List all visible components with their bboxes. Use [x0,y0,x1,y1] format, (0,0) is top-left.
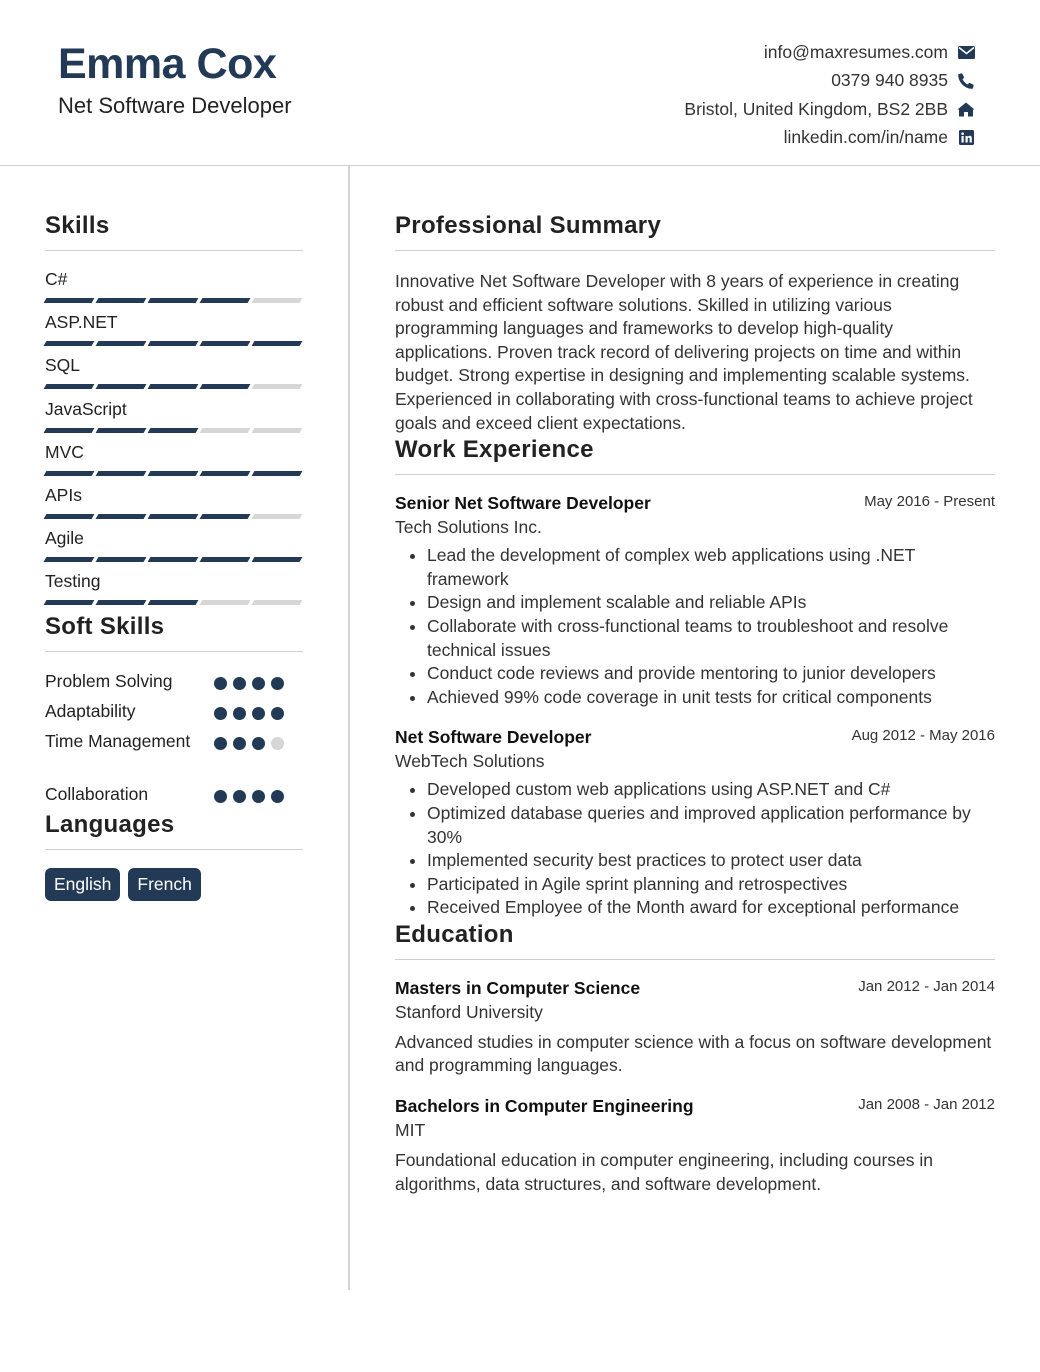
education-description: Advanced studies in computer science with a focus on software development and programming languages. [395,1031,992,1076]
skill-item [45,571,303,614]
experience-title: Work Experience [395,436,594,464]
education-school: MIT [395,1120,426,1141]
job-company: Tech Solutions Inc. [395,517,542,538]
education-date: Jan 2012 - Jan 2014 [858,977,995,995]
skill-item [45,312,303,355]
skill-name: C# [45,269,68,289]
skill-name: SQL [45,355,81,376]
soft-skill-level-dots [214,677,284,690]
soft-skill-level-dot [271,737,284,750]
skill-level-segment [148,600,199,605]
skill-level-segment [44,471,95,476]
education-school: Stanford University [395,1001,543,1022]
job-entry [395,727,995,920]
soft-skill-level-dot [252,707,265,720]
soft-skills-rule [45,651,303,652]
skill-level-segment [200,514,251,519]
skill-level-bar [45,384,303,389]
soft-skill-level-dot [252,677,265,690]
skill-level-segment [148,514,199,519]
skill-level-segment [252,600,303,605]
skill-level-segment [252,298,303,303]
skill-level-bar [45,557,303,562]
job-bullet: • Collaborate with cross-functional teams to troubleshoot and resolve technical issues [427,615,995,662]
skill-level-bar [45,514,303,519]
education-rule [395,959,995,960]
skill-name: Agile [45,528,84,549]
language-badge: English [45,868,120,901]
job-bullet: • Achieved 99% code coverage in unit tests for critical components [427,686,995,710]
soft-skill-name: Problem Solving [45,670,173,691]
job-bullet: • Developed custom web applications using ASP.NET and C# [427,778,995,802]
contact-phone[interactable] [684,67,976,96]
skill-level-segment [148,471,199,476]
soft-skill-level-dot [233,737,246,750]
education-entry [395,1096,995,1196]
skills-title: Skills [45,212,110,239]
job-date: Aug 2012 - May 2016 [851,727,995,745]
home-icon [956,102,976,117]
job-bullets [395,544,995,709]
left-column [45,212,303,901]
soft-skill-level-dot [271,677,284,690]
skill-level-segment [148,341,199,346]
education-entry [395,978,995,1078]
soft-skill-level-dots [214,737,284,750]
language-badge: French [128,868,200,901]
contact-email[interactable] [684,38,976,67]
skill-level-bar [45,471,303,476]
education-degree: Masters in Computer Science [395,977,641,998]
skill-level-segment [252,471,303,476]
skill-level-segment [96,471,147,476]
soft-skill-level-dot [214,737,227,750]
education-degree: Bachelors in Computer Engineering [395,1096,694,1117]
skill-level-segment [200,600,251,605]
soft-skill-item [45,730,303,783]
job-bullet: • Implemented security best practices to protect user data [427,849,995,873]
skill-level-segment [148,298,199,303]
education-title: Education [395,920,514,948]
languages-title: Languages [45,810,175,838]
skill-level-segment [44,298,95,303]
skill-level-bar [45,341,303,346]
skill-level-segment [96,298,147,303]
skill-level-segment [96,384,147,389]
skill-level-segment [200,341,251,346]
job-company: WebTech Solutions [395,751,545,772]
job-bullet: • Lead the development of complex web applications using .NET framework [427,544,995,591]
skill-level-segment [44,384,95,389]
candidate-name: Emma Cox [58,40,277,88]
skill-level-segment [148,384,199,389]
soft-skills-title: Soft Skills [45,612,165,640]
experience-list [395,493,995,920]
job-entry [395,493,995,709]
candidate-role: Net Software Developer [58,93,292,118]
skill-level-segment [96,428,147,433]
skill-level-segment [44,341,95,346]
skill-level-segment [96,600,147,605]
job-bullet: • Optimized database queries and improved application performance by 30% [427,802,995,849]
soft-skill-level-dot [233,790,246,803]
skill-level-bar [45,298,303,303]
soft-skill-level-dots [214,790,284,803]
soft-skill-level-dot [271,707,284,720]
skill-level-segment [252,514,303,519]
skill-level-segment [148,557,199,562]
skill-name: JavaScript [45,398,127,419]
soft-skill-level-dot [214,707,227,720]
skill-level-segment [200,471,251,476]
skill-level-segment [44,600,95,605]
soft-skill-name: Adaptability [45,700,136,721]
contact-phone-text: 0379 940 8935 [831,70,948,91]
soft-skill-level-dot [214,790,227,803]
phone-icon [956,73,976,89]
skill-item [45,355,303,398]
education-date: Jan 2008 - Jan 2012 [858,1096,995,1114]
job-title: Net Software Developer [395,727,592,748]
skill-level-segment [200,384,251,389]
linkedin-icon [956,130,976,145]
skill-level-segment [96,341,147,346]
skill-level-segment [200,298,251,303]
soft-skill-level-dot [271,790,284,803]
skill-level-segment [96,557,147,562]
contact-email-text: info@maxresumes.com [763,41,948,62]
contact-linkedin[interactable] [684,124,976,153]
skill-item [45,485,303,528]
skill-level-segment [200,557,251,562]
soft-skill-item [45,700,303,730]
languages-list [45,868,303,901]
summary-rule [395,250,995,251]
skill-level-segment [44,514,95,519]
contact-address-text: Bristol, United Kingdom, BS2 2BB [684,98,948,119]
soft-skill-level-dot [252,790,265,803]
contact-linkedin-text: linkedin.com/in/name [783,127,948,148]
skills-list [45,269,303,615]
contact-address [684,95,976,124]
skill-name: ASP.NET [45,312,118,333]
soft-skill-level-dot [233,677,246,690]
contact-list [684,38,976,152]
skill-level-bar [45,428,303,433]
skill-level-segment [44,557,95,562]
soft-skill-name: Collaboration [45,783,149,804]
soft-skill-level-dot [233,707,246,720]
soft-skill-item [45,670,303,700]
skill-item [45,399,303,442]
job-bullet: • Design and implement scalable and reliable APIs [427,591,995,615]
summary-title: Professional Summary [395,212,662,239]
skill-item [45,442,303,485]
job-bullet: • Received Employee of the Month award for exceptional performance [427,896,995,920]
education-list [395,978,995,1196]
skills-rule [45,250,303,251]
job-bullet: • Participated in Agile sprint planning and retrospectives [427,873,995,897]
skill-level-segment [252,384,303,389]
right-column [395,212,995,1196]
job-date: May 2016 - Present [864,493,995,511]
soft-skill-level-dots [214,707,284,720]
job-bullets [395,778,995,920]
resume-header [0,0,1040,166]
skill-name: Testing [45,571,101,592]
languages-rule [45,849,303,850]
skill-level-segment [252,557,303,562]
education-description: Foundational education in computer engineering, including courses in algorithms, data structures, and software development. [395,1150,933,1194]
skill-level-segment [252,341,303,346]
skill-level-bar [45,600,303,605]
soft-skill-level-dot [252,737,265,750]
soft-skills-list [45,670,303,813]
skill-name: APIs [45,484,82,505]
experience-rule [395,474,995,475]
skill-item [45,528,303,571]
skill-level-segment [44,428,95,433]
column-divider [348,166,350,1290]
soft-skill-name: Time Management [45,730,191,751]
skill-level-segment [148,428,199,433]
summary-text: Innovative Net Software Developer with 8 years of experience in creating robust and efficient software solutions. Skilled in utilizing various programming languages and frameworks to develop high-quality applications. Proven track record of delivering projects on time and within budget. Strong expertise in designing and implementing scalable systems. Experienced in collaborating with cross-functional teams to achieve project goals and exceed client expectations. [395,271,973,433]
skill-item [45,269,303,312]
job-title: Senior Net Software Developer [395,493,651,514]
soft-skill-level-dot [214,677,227,690]
soft-skill-item [45,783,303,813]
skill-level-segment [252,428,303,433]
skill-level-segment [200,428,251,433]
skill-level-segment [96,514,147,519]
skill-name: MVC [45,441,84,462]
envelope-icon [956,46,976,59]
job-bullet: • Conduct code reviews and provide mentoring to junior developers [427,662,995,686]
